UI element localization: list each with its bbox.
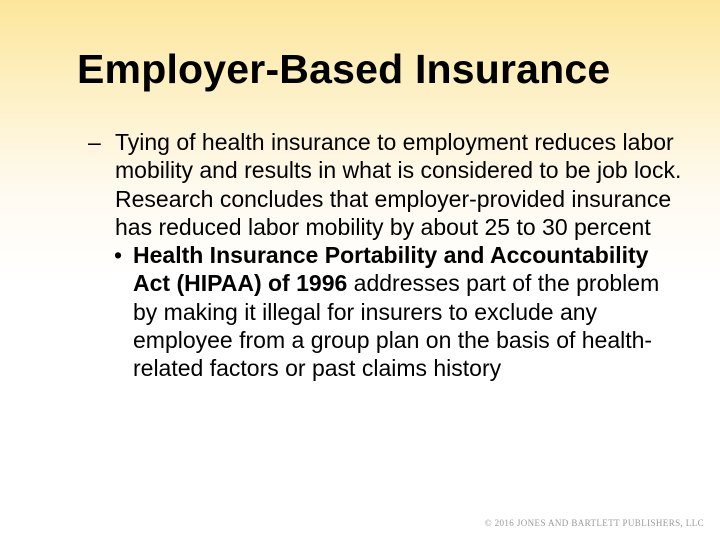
dash-marker: – [88,129,101,155]
hipaa-act-name: Health Insurance Portability and Accountability Act (HIPAA) of 1996 [133,242,649,297]
slide-body [88,128,688,383]
copyright-notice: © 2016 JONES AND BARTLETT PUBLISHERS, LLC [484,518,704,528]
bullet-text: Tying of health insurance to employment reduces labor mobility and results in what is considered to be job lock. Research concludes that employer-provided insurance has reduced labor mobility by about 25 to 30 percent [115,129,682,240]
bullet-marker: • [114,242,123,269]
sub-bullet-text: addresses part of the problem by making it illegal for insurers to exclude any employee from a group plan on the basis of health-related factors or past claims history [133,270,660,382]
sub-bullet-point [88,241,688,382]
bullet-point [88,128,688,241]
slide-title: Employer-Based Insurance [77,46,611,92]
